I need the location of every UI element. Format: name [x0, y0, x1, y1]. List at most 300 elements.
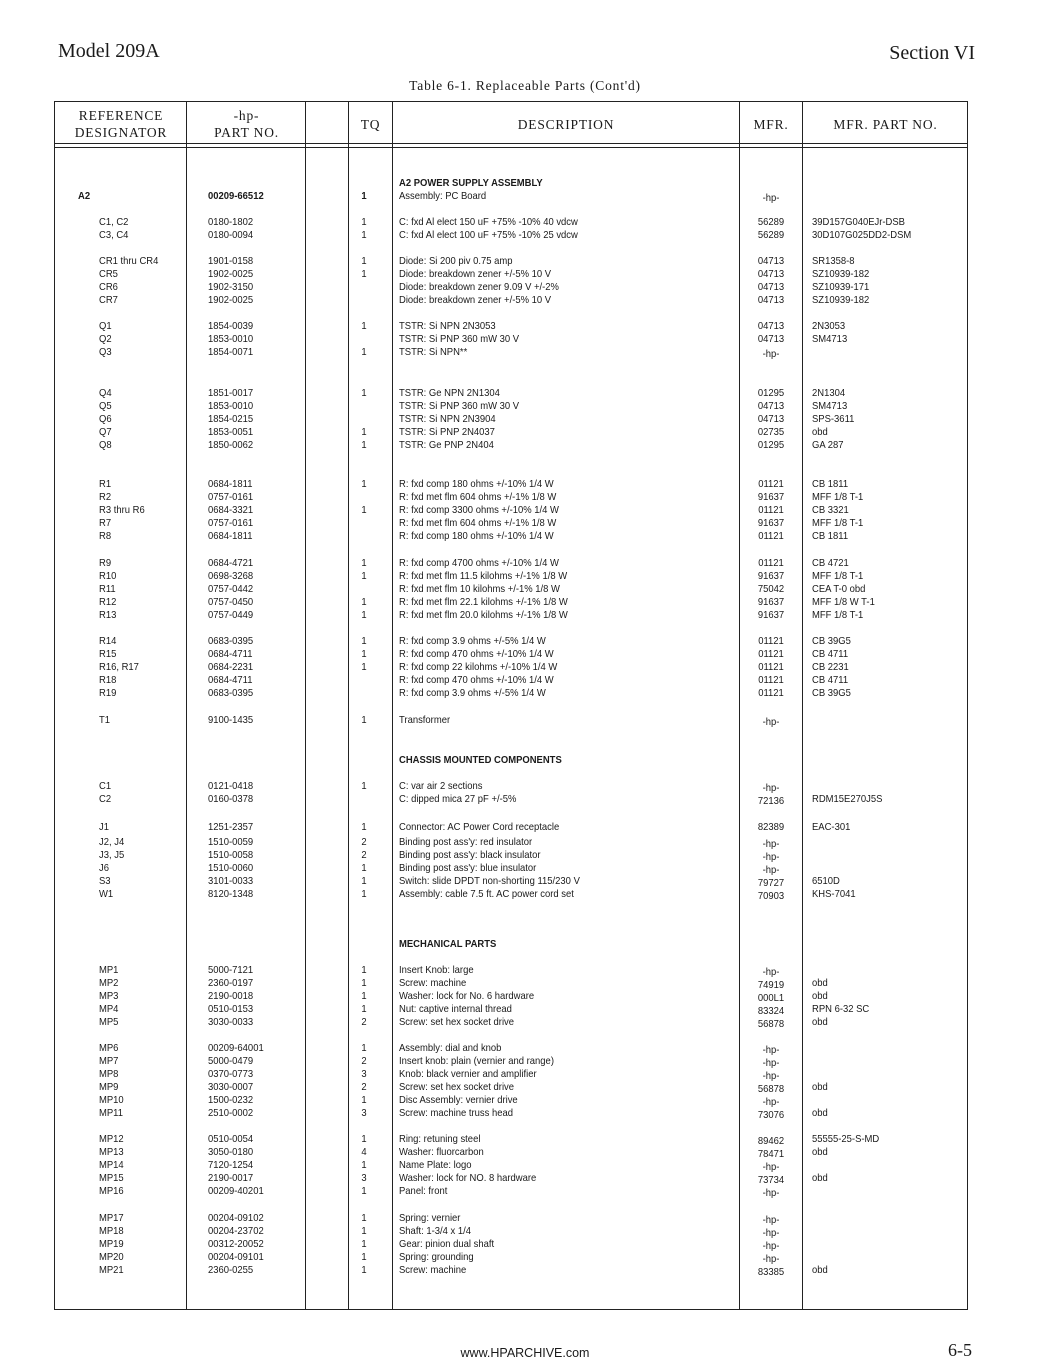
hp-part-number: 0510-0054 — [208, 1133, 254, 1145]
manufacturer-part-number: CB 4721 — [812, 557, 849, 569]
section-heading: A2 POWER SUPPLY ASSEMBLY — [399, 177, 543, 189]
part-description: TSTR: Si NPN 2N3053 — [399, 320, 496, 332]
total-quantity: 1 — [361, 1094, 367, 1106]
part-description: R: fxd comp 3.9 ohms +/-5% 1/4 W — [399, 687, 546, 699]
manufacturer-part-number: CB 39G5 — [812, 635, 851, 647]
manufacturer-code: 04713 — [757, 268, 785, 280]
manufacturer-code: -hp- — [762, 838, 780, 850]
manufacturer-code: 04713 — [757, 320, 785, 332]
reference-designator: J2, J4 — [99, 836, 125, 848]
manufacturer-part-number: MFF 1/8 W T-1 — [812, 596, 875, 608]
hp-part-number: 0684-3321 — [208, 504, 254, 516]
manufacturer-code: 01121 — [758, 504, 784, 516]
reference-designator: MP16 — [99, 1185, 124, 1197]
manufacturer-part-number: SZ10939-182 — [812, 294, 870, 306]
manufacturer-code: 04713 — [757, 400, 785, 412]
reference-designator: MP13 — [99, 1146, 124, 1158]
total-quantity: 1 — [361, 387, 367, 399]
hp-part-number: 3050-0180 — [208, 1146, 254, 1158]
reference-designator: Q3 — [99, 346, 112, 358]
part-description: Spring: vernier — [399, 1212, 461, 1224]
part-description: Spring: grounding — [399, 1251, 474, 1263]
part-description: Diode: breakdown zener 9.09 V +/-2% — [399, 281, 559, 293]
hp-part-number: 0370-0773 — [208, 1068, 254, 1080]
manufacturer-code: 01121 — [758, 661, 784, 673]
total-quantity: 1 — [361, 977, 367, 989]
reference-designator: C3, C4 — [99, 229, 129, 241]
reference-designator: MP4 — [99, 1003, 119, 1015]
manufacturer-code: 75042 — [757, 583, 785, 595]
manufacturer-part-number: obd — [812, 990, 828, 1002]
total-quantity: 1 — [361, 504, 367, 516]
reference-designator: W1 — [99, 888, 114, 900]
manufacturer-part-number: CB 3321 — [812, 504, 849, 516]
manufacturer-part-number: RDM15E270J5S — [812, 793, 883, 805]
part-description: R: fxd met flm 20.0 kilohms +/-1% 1/8 W — [399, 609, 568, 621]
part-description: Insert knob: plain (vernier and range) — [399, 1055, 554, 1067]
manufacturer-code: -hp- — [762, 348, 780, 360]
reference-designator: MP12 — [99, 1133, 124, 1145]
total-quantity: 1 — [361, 780, 367, 792]
manufacturer-code: 04713 — [757, 333, 785, 345]
reference-designator: C2 — [99, 793, 112, 805]
reference-designator: MP10 — [99, 1094, 124, 1106]
manufacturer-part-number: EAC-301 — [812, 821, 851, 833]
manufacturer-code: -hp- — [762, 851, 780, 863]
manufacturer-code: 91637 — [757, 491, 785, 503]
hp-part-number: 1902-0025 — [208, 268, 254, 280]
total-quantity: 3 — [361, 1068, 367, 1080]
manufacturer-code: 01121 — [758, 648, 784, 660]
reference-designator: Q7 — [99, 426, 112, 438]
total-quantity: 1 — [361, 1042, 367, 1054]
manufacturer-code: 91637 — [757, 570, 785, 582]
manufacturer-code: 56878 — [757, 1083, 785, 1095]
total-quantity: 1 — [361, 1212, 367, 1224]
hp-part-number: 1510-0060 — [208, 862, 254, 874]
part-description: R: fxd met flm 11.5 kilohms +/-1% 1/8 W — [399, 570, 568, 582]
col-header-reference-line2: DESIGNATOR — [74, 125, 168, 140]
hp-part-number: 0683-0395 — [208, 687, 254, 699]
hp-part-number: 0684-2231 — [208, 661, 254, 673]
manufacturer-code: 01121 — [758, 530, 784, 542]
reference-designator: J3, J5 — [99, 849, 125, 861]
manufacturer-code: 02735 — [757, 426, 785, 438]
manufacturer-part-number: 30D107G025DD2-DSM — [812, 229, 912, 241]
total-quantity: 1 — [361, 190, 367, 202]
hp-part-number: 1510-0059 — [208, 836, 254, 848]
reference-designator: MP3 — [99, 990, 119, 1002]
total-quantity: 1 — [361, 875, 367, 887]
manufacturer-part-number: 55555-25-S-MD — [812, 1133, 880, 1145]
hp-part-number: 1901-0158 — [208, 255, 254, 267]
manufacturer-code: -hp- — [762, 1044, 780, 1056]
hp-part-number: 0757-0449 — [208, 609, 254, 621]
col-divider-ref — [186, 101, 187, 1310]
total-quantity: 3 — [361, 1107, 367, 1119]
header-rule-bottom — [54, 147, 968, 148]
manufacturer-code: -hp- — [762, 1187, 780, 1199]
part-description: Transformer — [399, 714, 451, 726]
part-description: C: fxd Al elect 150 uF +75% -10% 40 vdcw — [399, 216, 578, 228]
manufacturer-code: 01121 — [758, 674, 784, 686]
manufacturer-code: -hp- — [762, 966, 780, 978]
part-description: TSTR: Si NPN** — [399, 346, 468, 358]
hp-part-number: 00209-40201 — [208, 1185, 264, 1197]
part-description: TSTR: Si PNP 360 mW 30 V — [399, 400, 520, 412]
manufacturer-code: 000L1 — [757, 992, 785, 1004]
manufacturer-part-number: obd — [812, 426, 828, 438]
manufacturer-part-number: CB 1811 — [812, 478, 849, 490]
part-description: Connector: AC Power Cord receptacle — [399, 821, 560, 833]
reference-designator: R10 — [99, 570, 117, 582]
col-divider-tq — [392, 101, 393, 1310]
part-description: TSTR: Si PNP 360 mW 30 V — [399, 333, 520, 345]
manufacturer-code: -hp- — [762, 1214, 780, 1226]
part-description: R: fxd comp 180 ohms +/-10% 1/4 W — [399, 478, 554, 490]
hp-part-number: 0684-4721 — [208, 557, 254, 569]
hp-part-number: 0160-0378 — [208, 793, 254, 805]
manufacturer-code: 91637 — [757, 517, 785, 529]
total-quantity: 1 — [361, 1159, 367, 1171]
hp-part-number: 1854-0215 — [208, 413, 254, 425]
hp-part-number: 1853-0010 — [208, 400, 254, 412]
manufacturer-part-number: obd — [812, 1146, 828, 1158]
manufacturer-part-number: CB 1811 — [812, 530, 849, 542]
total-quantity: 1 — [361, 990, 367, 1002]
part-description: TSTR: Ge NPN 2N1304 — [399, 387, 500, 399]
manufacturer-code: 79727 — [757, 877, 785, 889]
reference-designator: MP2 — [99, 977, 119, 989]
reference-designator: R13 — [99, 609, 117, 621]
total-quantity: 1 — [361, 268, 367, 280]
hp-part-number: 0757-0161 — [208, 517, 254, 529]
manufacturer-part-number: SZ10939-182 — [812, 268, 870, 280]
manufacturer-code: 91637 — [757, 596, 785, 608]
reference-designator: CR6 — [99, 281, 118, 293]
hp-part-number: 00209-66512 — [208, 190, 264, 202]
manufacturer-code: 82389 — [757, 821, 785, 833]
part-description: R: fxd met flm 10 kilohms +/-1% 1/8 W — [399, 583, 560, 595]
total-quantity: 2 — [361, 849, 367, 861]
total-quantity: 1 — [361, 320, 367, 332]
part-description: Screw: machine — [399, 1264, 467, 1276]
total-quantity: 1 — [361, 229, 367, 241]
manufacturer-code: 01121 — [758, 635, 784, 647]
part-description: R: fxd met flm 22.1 kilohms +/-1% 1/8 W — [399, 596, 568, 608]
part-description: Diode: breakdown zener +/-5% 10 V — [399, 294, 552, 306]
reference-designator: Q6 — [99, 413, 112, 425]
manufacturer-code: 70903 — [757, 890, 785, 902]
part-description: TSTR: Si NPN 2N3904 — [399, 413, 496, 425]
hp-part-number: 0684-1811 — [208, 478, 253, 490]
reference-designator: R1 — [99, 478, 112, 490]
manufacturer-code: 01121 — [758, 557, 784, 569]
manufacturer-code: 83324 — [757, 1005, 785, 1017]
part-description: Binding post ass'y: blue insulator — [399, 862, 537, 874]
manufacturer-code: 04713 — [757, 413, 785, 425]
hp-part-number: 0757-0450 — [208, 596, 254, 608]
total-quantity: 1 — [361, 821, 367, 833]
col-divider-part — [305, 101, 306, 1310]
hp-part-number: 2360-0255 — [208, 1264, 254, 1276]
hp-part-number: 0683-0395 — [208, 635, 254, 647]
hp-part-number: 0180-0094 — [208, 229, 254, 241]
part-description: Diode: breakdown zener +/-5% 10 V — [399, 268, 552, 280]
hp-part-number: 0757-0161 — [208, 491, 254, 503]
manufacturer-part-number: CB 39G5 — [812, 687, 851, 699]
part-description: R: fxd met flm 604 ohms +/-1% 1/8 W — [399, 491, 557, 503]
manufacturer-code: -hp- — [762, 1240, 780, 1252]
reference-designator: MP9 — [99, 1081, 119, 1093]
total-quantity: 1 — [361, 964, 367, 976]
hp-part-number: 1851-0017 — [208, 387, 254, 399]
manufacturer-part-number: CEA T-0 obd — [812, 583, 866, 595]
reference-designator: S3 — [99, 875, 111, 887]
reference-designator: CR1 thru CR4 — [99, 255, 159, 267]
total-quantity: 1 — [361, 888, 367, 900]
section-heading: MECHANICAL PARTS — [399, 938, 497, 950]
hp-part-number: 0180-1802 — [208, 216, 254, 228]
part-description: TSTR: Si PNP 2N4037 — [399, 426, 495, 438]
manufacturer-code: 56289 — [757, 229, 785, 241]
reference-designator: MP8 — [99, 1068, 119, 1080]
part-description: Screw: set hex socket drive — [399, 1016, 515, 1028]
part-description: R: fxd comp 3300 ohms +/-10% 1/4 W — [399, 504, 559, 516]
manufacturer-code: -hp- — [762, 192, 780, 204]
part-description: C: fxd Al elect 100 uF +75% -10% 25 vdcw — [399, 229, 578, 241]
manufacturer-part-number: CB 4711 — [812, 648, 849, 660]
reference-designator: Q1 — [99, 320, 112, 332]
hp-part-number: 1854-0039 — [208, 320, 254, 332]
total-quantity: 1 — [361, 1264, 367, 1276]
manufacturer-code: 01121 — [758, 478, 784, 490]
manufacturer-code: -hp- — [762, 782, 780, 794]
part-description: Panel: front — [399, 1185, 448, 1197]
reference-designator: Q8 — [99, 439, 112, 451]
manufacturer-code: 56289 — [757, 216, 785, 228]
part-description: Screw: machine truss head — [399, 1107, 513, 1119]
manufacturer-code: -hp- — [762, 716, 780, 728]
manufacturer-code: 74919 — [757, 979, 785, 991]
part-description: Shaft: 1-3/4 x 1/4 — [399, 1225, 471, 1237]
total-quantity: 1 — [361, 216, 367, 228]
hp-part-number: 2510-0002 — [208, 1107, 254, 1119]
manufacturer-part-number: obd — [812, 1264, 828, 1276]
hp-part-number: 0510-0153 — [208, 1003, 254, 1015]
total-quantity: 1 — [361, 635, 367, 647]
hp-part-number: 3101-0033 — [208, 875, 254, 887]
table-title: Table 6-1. Replaceable Parts (Cont'd) — [409, 78, 641, 93]
total-quantity: 2 — [361, 1081, 367, 1093]
manufacturer-code: 04713 — [757, 255, 785, 267]
part-description: Switch: slide DPDT non-shorting 115/230 V — [399, 875, 580, 887]
part-description: R: fxd comp 4700 ohms +/-10% 1/4 W — [399, 557, 559, 569]
part-description: Washer: lock for No. 6 hardware — [399, 990, 535, 1002]
reference-designator: CR5 — [99, 268, 118, 280]
total-quantity: 1 — [361, 1238, 367, 1250]
hp-part-number: 1854-0071 — [208, 346, 254, 358]
hp-part-number: 3030-0033 — [208, 1016, 254, 1028]
manufacturer-code: 04713 — [757, 294, 785, 306]
reference-designator: J6 — [99, 862, 109, 874]
reference-designator: Q4 — [99, 387, 112, 399]
total-quantity: 2 — [361, 1016, 367, 1028]
page-number: 6-5 — [948, 1340, 972, 1360]
manufacturer-code: -hp- — [762, 1161, 780, 1173]
manufacturer-part-number: RPN 6-32 SC — [812, 1003, 870, 1015]
part-description: Assembly: dial and knob — [399, 1042, 502, 1054]
hp-part-number: 1500-0232 — [208, 1094, 254, 1106]
col-header-part-line1: -hp- — [233, 108, 260, 123]
total-quantity: 1 — [361, 1185, 367, 1197]
hp-part-number: 3030-0007 — [208, 1081, 254, 1093]
manufacturer-part-number: 39D157G040EJr-DSB — [812, 216, 905, 228]
total-quantity: 1 — [361, 1225, 367, 1237]
total-quantity: 2 — [361, 1055, 367, 1067]
manufacturer-code: 01295 — [757, 387, 785, 399]
manufacturer-code: -hp- — [762, 1096, 780, 1108]
manufacturer-part-number: CB 2231 — [812, 661, 849, 673]
col-header-reference — [56, 107, 186, 141]
total-quantity: 1 — [361, 596, 367, 608]
footer-website: www.HPARCHIVE.com — [460, 1346, 590, 1360]
manufacturer-code: 72136 — [757, 795, 785, 807]
total-quantity: 1 — [361, 255, 367, 267]
manufacturer-code: -hp- — [762, 1253, 780, 1265]
reference-designator: R14 — [99, 635, 117, 647]
manufacturer-code: 91637 — [757, 609, 785, 621]
part-description: Diode: Si 200 piv 0.75 amp — [399, 255, 513, 267]
hp-part-number: 1853-0010 — [208, 333, 254, 345]
total-quantity: 1 — [361, 478, 367, 490]
col-header-reference-line1: REFERENCE — [78, 108, 164, 123]
total-quantity: 4 — [361, 1146, 367, 1158]
part-description: C: dipped mica 27 pF +/-5% — [399, 793, 517, 805]
manufacturer-part-number: MFF 1/8 T-1 — [812, 491, 864, 503]
col-header-part-line2: PART NO. — [214, 125, 279, 140]
reference-designator: MP1 — [99, 964, 119, 976]
hp-part-number: 0698-3268 — [208, 570, 254, 582]
part-description: R: fxd comp 3.9 ohms +/-5% 1/4 W — [399, 635, 546, 647]
manufacturer-part-number: MFF 1/8 T-1 — [812, 570, 864, 582]
manufacturer-part-number: obd — [812, 1081, 828, 1093]
hp-part-number: 00209-64001 — [208, 1042, 264, 1054]
col-header-mfr-part-no: MFR. PART NO. — [833, 117, 938, 132]
reference-designator: MP19 — [99, 1238, 124, 1250]
reference-designator: MP17 — [99, 1212, 124, 1224]
reference-designator: R2 — [99, 491, 112, 503]
hp-part-number: 0684-4711 — [208, 648, 253, 660]
manufacturer-code: 73076 — [757, 1109, 785, 1121]
total-quantity: 1 — [361, 426, 367, 438]
part-description: R: fxd comp 470 ohms +/-10% 1/4 W — [399, 674, 554, 686]
part-description: Assembly: cable 7.5 ft. AC power cord set — [399, 888, 574, 900]
part-description: C: var air 2 sections — [399, 780, 483, 792]
part-description: Screw: machine — [399, 977, 467, 989]
manufacturer-part-number: obd — [812, 977, 828, 989]
manufacturer-code: -hp- — [762, 1070, 780, 1082]
hp-part-number: 1251-2357 — [208, 821, 254, 833]
manufacturer-code: 01295 — [757, 439, 785, 451]
reference-designator: MP6 — [99, 1042, 119, 1054]
hp-part-number: 1902-0025 — [208, 294, 254, 306]
manufacturer-part-number: 6510D — [812, 875, 840, 887]
hp-part-number: 5000-7121 — [208, 964, 254, 976]
reference-designator: MP18 — [99, 1225, 124, 1237]
manufacturer-part-number: SZ10939-171 — [812, 281, 870, 293]
part-description: Binding post ass'y: red insulator — [399, 836, 533, 848]
reference-designator: MP14 — [99, 1159, 124, 1171]
manufacturer-code: 78471 — [757, 1148, 785, 1160]
hp-part-number: 8120-1348 — [208, 888, 254, 900]
hp-part-number: 1853-0051 — [208, 426, 254, 438]
header-section: Section VI — [889, 42, 975, 64]
manufacturer-part-number: CB 4711 — [812, 674, 849, 686]
manufacturer-code: 89462 — [757, 1135, 785, 1147]
part-description: Ring: retuning steel — [399, 1133, 481, 1145]
total-quantity: 1 — [361, 661, 367, 673]
hp-part-number: 1510-0058 — [208, 849, 254, 861]
part-description: Binding post ass'y: black insulator — [399, 849, 541, 861]
total-quantity: 1 — [361, 648, 367, 660]
part-description: R: fxd met flm 604 ohms +/-1% 1/8 W — [399, 517, 557, 529]
part-description: R: fxd comp 180 ohms +/-10% 1/4 W — [399, 530, 554, 542]
manufacturer-code: 56878 — [757, 1018, 785, 1030]
reference-designator: R12 — [99, 596, 117, 608]
part-description: R: fxd comp 470 ohms +/-10% 1/4 W — [399, 648, 554, 660]
col-header-description: DESCRIPTION — [517, 117, 615, 132]
section-heading: CHASSIS MOUNTED COMPONENTS — [399, 754, 562, 766]
manufacturer-part-number: obd — [812, 1172, 828, 1184]
manufacturer-code: 04713 — [757, 281, 785, 293]
reference-designator: R16, R17 — [99, 661, 139, 673]
manufacturer-part-number: GA 287 — [812, 439, 844, 451]
manufacturer-part-number: obd — [812, 1016, 828, 1028]
total-quantity: 1 — [361, 346, 367, 358]
manufacturer-part-number: 2N3053 — [812, 320, 846, 332]
reference-designator: R8 — [99, 530, 112, 542]
col-header-tq: TQ — [360, 117, 381, 132]
reference-designator: MP11 — [99, 1107, 123, 1119]
header-model: Model 209A — [58, 40, 160, 62]
reference-designator: R19 — [99, 687, 117, 699]
hp-part-number: 7120-1254 — [208, 1159, 254, 1171]
reference-designator: J1 — [99, 821, 109, 833]
hp-part-number: 1850-0062 — [208, 439, 254, 451]
reference-designator: R3 thru R6 — [99, 504, 145, 516]
hp-part-number: 00312-20052 — [208, 1238, 264, 1250]
part-description: R: fxd comp 22 kilohms +/-10% 1/4 W — [399, 661, 558, 673]
part-description: Screw: set hex socket drive — [399, 1081, 515, 1093]
hp-part-number: 1902-3150 — [208, 281, 254, 293]
reference-designator: R9 — [99, 557, 112, 569]
reference-designator: MP20 — [99, 1251, 124, 1263]
hp-part-number: 2190-0017 — [208, 1172, 254, 1184]
header-rule-top — [54, 143, 968, 144]
part-description: Nut: captive internal thread — [399, 1003, 512, 1015]
manufacturer-code: 73734 — [757, 1174, 785, 1186]
part-description: Knob: black vernier and amplifier — [399, 1068, 537, 1080]
col-header-part-no — [188, 107, 305, 141]
manufacturer-part-number: 2N1304 — [812, 387, 846, 399]
manufacturer-part-number: SM4713 — [812, 333, 848, 345]
reference-designator: R11 — [99, 583, 116, 595]
total-quantity: 1 — [361, 1133, 367, 1145]
manufacturer-code: -hp- — [762, 864, 780, 876]
hp-part-number: 00204-09102 — [208, 1212, 264, 1224]
total-quantity: 1 — [361, 1003, 367, 1015]
